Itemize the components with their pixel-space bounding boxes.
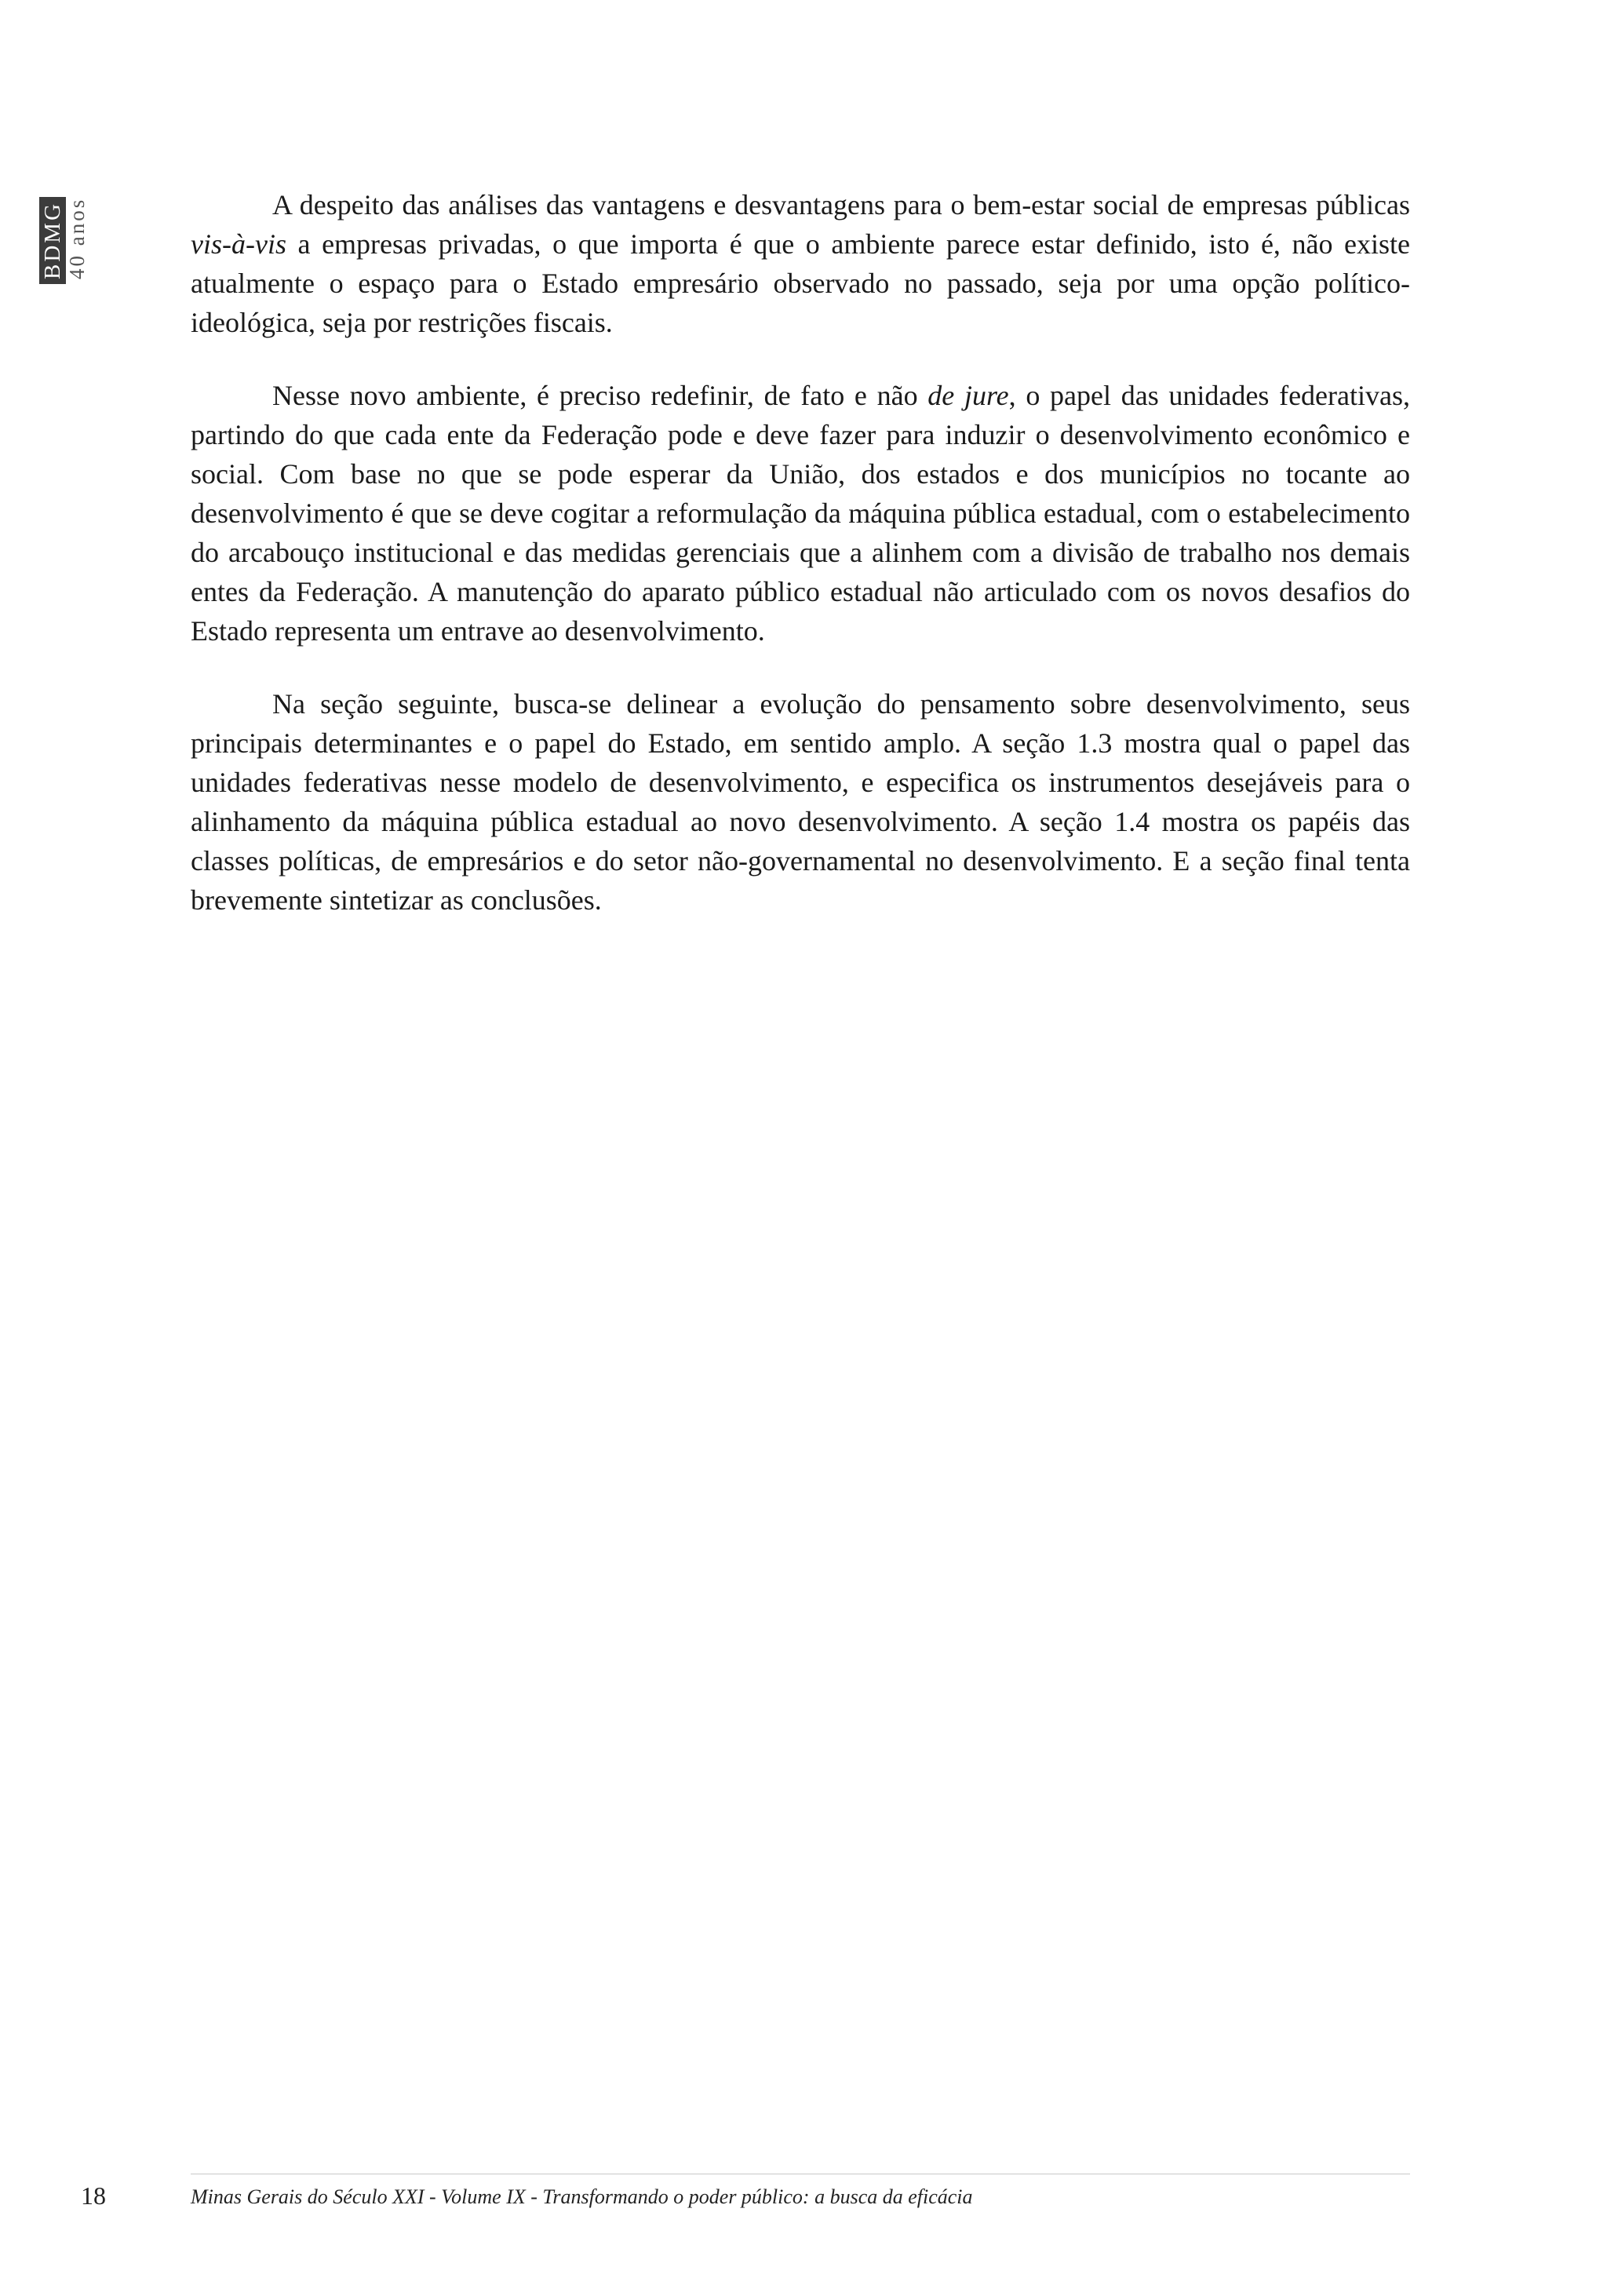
brand-label: BDMG	[39, 197, 66, 284]
running-footer-title: Minas Gerais do Século XXI - Volume IX - Transformando o poder público: a busca da eficácia	[191, 2185, 973, 2208]
paragraph-3	[191, 684, 1410, 920]
anniversary-label: 40 anos	[65, 197, 89, 279]
paragraph-2-text-a: Nesse novo ambiente, é preciso redefinir, de fato e não	[272, 380, 928, 411]
body-text	[191, 185, 1410, 953]
paragraph-1-text-b: a empresas privadas, o que importa é que o ambiente parece estar definido, isto é, não existe atualmente o espaço para o Estado empresário observado no passado, seja por uma opção político-ideológica, seja por restrições fiscais.	[191, 228, 1410, 338]
paragraph-3-text: Na seção seguinte, busca-se delinear a evolução do pensamento sobre desenvolvimento, seus principais determinantes e o papel do Estado, em sentido amplo. A seção 1.3 mostra qual o papel das unidades federativas nesse modelo de desenvolvimento, e especifica os instrumentos desejáveis para o alinhamento da máquina pública estadual ao novo desenvolvimento. A seção 1.4 mostra os papéis das classes políticas, de empresários e do setor não-governamental no desenvolvimento. E a seção final tenta brevemente sintetizar as conclusões.	[191, 688, 1410, 916]
paragraph-2-italic-term: de jure	[927, 380, 1009, 411]
paragraph-1-italic-term: vis-à-vis	[191, 228, 286, 260]
side-badge	[39, 197, 88, 284]
page-number: 18	[81, 2181, 106, 2210]
paragraph-1	[191, 185, 1410, 342]
paragraph-2	[191, 376, 1410, 651]
paragraph-1-text-a: A despeito das análises das vantagens e desvantagens para o bem-estar social de empresas públicas	[272, 189, 1410, 220]
paragraph-2-text-b: , o papel das unidades federativas, partindo do que cada ente da Federação pode e deve fazer para induzir o desenvolvimento econômico e social. Com base no que se pode esperar da União, dos estados e dos municípios no tocante ao desenvolvimento é que se deve cogitar a reformulação da máquina pública estadual, com o estabelecimento do arcabouço institucional e das medidas gerenciais que a alinhem com a divisão de trabalho nos demais entes da Federação. A manutenção do aparato público estadual não articulado com os novos desafios do Estado representa um entrave ao desenvolvimento.	[191, 380, 1410, 647]
